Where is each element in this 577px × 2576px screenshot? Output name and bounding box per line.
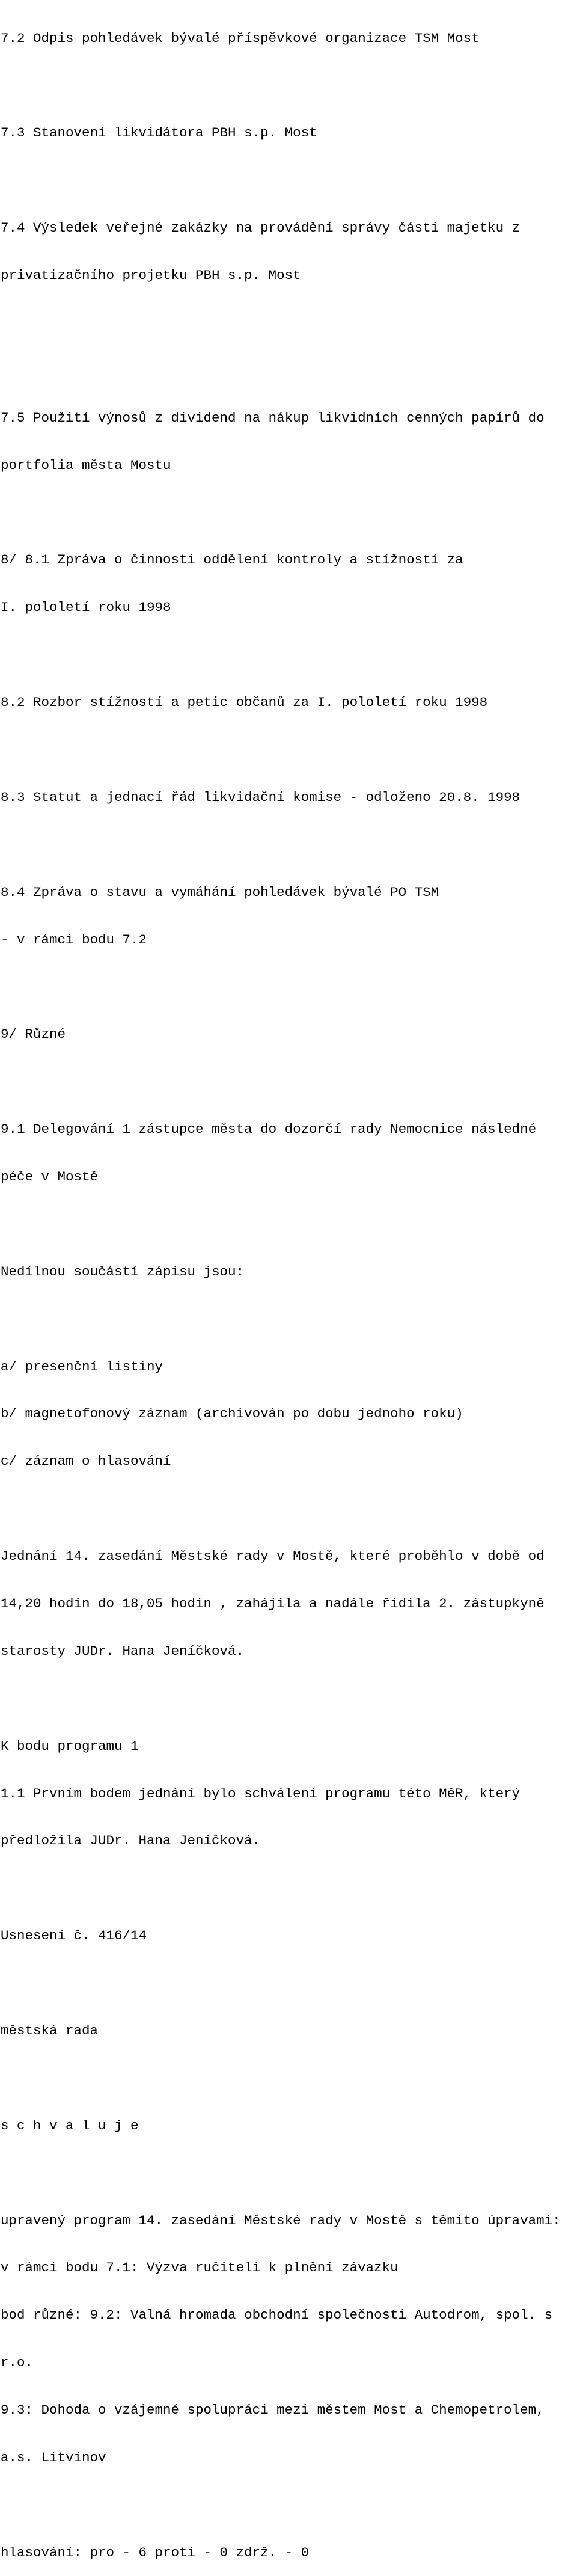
vote-result: hlasování: pro - 6 proti - 0 zdrž. - 0 [1,2544,310,2560]
blank-line [1,78,576,93]
blank-line [1,742,576,758]
list-item: a/ presenční listiny [1,1358,163,1375]
text-line: 1.1 Prvním bodem jednání bylo schválení programu této MěR, který [1,1785,521,1802]
text-line: péče v Mostě [1,1168,99,1185]
text-line: 7.4 Výsledek veřejné zakázky na provádění správy části majetku z [1,220,521,236]
text-line: městská rada [1,2023,99,2038]
text-line: 7.5 Použití výnosů z dividend na nákup likvidních cenných papírů do [1,409,545,426]
text-line: 7.3 Stanovení likvidátora PBH s.p. Most [1,125,317,141]
list-item: b/ magnetofonový záznam (archivován po dobu jednoho roku) [1,1406,463,1422]
blank-line [1,1074,576,1090]
blank-line [1,1311,576,1327]
text-line: v rámci bodu 7.1: Výzva ručiteli k plnění závazku [1,2260,398,2276]
text-line: starosty JUDr. Hana Jeníčková. [1,1643,245,1659]
text-line: 7.2 Odpis pohledávek bývalé příspěvkové organizace TSM Most [1,30,480,46]
text-line: předložila JUDr. Hana Jeníčková. [1,1833,261,1849]
blank-line [1,2497,576,2513]
blank-line [1,1880,576,1896]
blank-line [1,363,576,378]
resolution-number: Usnesení č. 416/14 [1,1928,147,1944]
blank-line [1,837,576,853]
text-line: 8.4 Zpráva o stavu a vymáhání pohledávek bývalé PO TSM [1,884,439,900]
text-line: s c h v a l u j e [1,2117,139,2133]
blank-line [1,1216,576,1232]
blank-line [1,1501,576,1516]
blank-line [1,505,576,521]
text-line: I. pololetí roku 1998 [1,600,171,616]
text-line: portfolia města Mostu [1,457,171,473]
text-line: 8.2 Rozbor stížností a petic občanů za I. pololetí roku 1998 [1,695,488,711]
text-line: 8/ 8.1 Zpráva o činnosti oddělení kontroly a stížností za [1,552,463,568]
text-line: a.s. Litvínov [1,2450,106,2466]
text-line: Nedílnou součástí zápisu jsou: [1,1263,245,1280]
text-line: K bodu programu 1 [1,1738,139,1754]
blank-line [1,1975,576,1991]
text-line: r.o. [1,2355,34,2371]
blank-line [1,647,576,663]
text-line: - v rámci bodu 7.2 [1,931,147,948]
document-body [1,0,576,2576]
text-line: 9.1 Delegování 1 zástupce města do dozorčí rady Nemocnice následné [1,1121,537,1138]
text-line: privatizačního projetku PBH s.p. Most [1,268,301,284]
text-line: 9.3: Dohoda o vzájemné spolupráci mezi městem Most a Chemopetrolem, [1,2402,545,2418]
section-heading: 9/ Různé [1,1026,66,1043]
text-line: 14,20 hodin do 18,05 hodin , zahájila a nadále řídila 2. zástupkyně [1,1595,545,1612]
text-line: upravený program 14. zasedání Městské rady v Mostě s těmito úpravami: [1,2212,561,2228]
text-line: bod různé: 9.2: Valná hromada obchodní společnosti Autodrom, spol. s [1,2307,553,2323]
list-item: c/ záznam o hlasování [1,1453,171,1470]
blank-line [1,173,576,188]
text-line: 8.3 Statut a jednací řád likvidační komise - odloženo 20.8. 1998 [1,789,521,805]
blank-line [1,1691,576,1707]
blank-line [1,2070,576,2086]
text-line: Jednání 14. zasedání Městské rady v Mostě, které proběhlo v době od [1,1548,545,1565]
blank-line [1,2165,576,2181]
blank-line [1,979,576,995]
blank-line [1,315,576,331]
